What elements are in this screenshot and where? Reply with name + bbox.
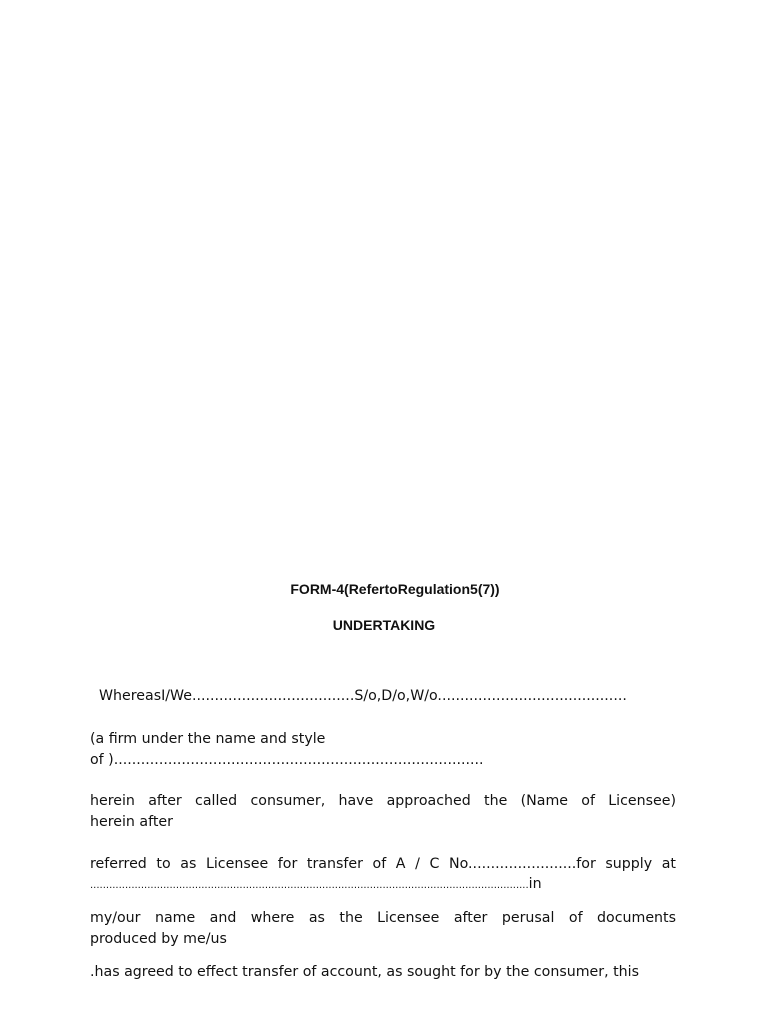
paragraph-firm-name: [90, 729, 676, 771]
agreed-line: .has agreed to effect transfer of account, as sought for by the consumer, this: [90, 964, 640, 980]
paragraph-agreed: [90, 962, 676, 983]
paragraph-transfer: [90, 854, 676, 895]
paragraph-whereas: [99, 686, 685, 707]
form-title: FORM-4(RefertoRegulation5(7)): [290, 581, 500, 597]
transfer-line-1: referred to as Licensee for transfer of A / C No........................for supply at: [90, 856, 676, 872]
whereas-line: WhereasI/We....................................S/o,D/o,W/o..........................................: [99, 688, 627, 704]
paragraph-consumer: [90, 791, 676, 833]
undertaking-title: UNDERTAKING: [332, 617, 436, 633]
consumer-line-2: herein after: [90, 814, 173, 830]
transfer-line-2: [90, 875, 676, 895]
transfer-dots: ..........................................................................................................................................: [90, 880, 529, 891]
paragraph-licensee: [90, 908, 676, 950]
consumer-line-1: herein after called consumer, have approached the (Name of Licensee): [90, 793, 676, 809]
licensee-line-1: my/our name and where as the Licensee after perusal of documents: [90, 910, 676, 926]
firm-name-line-2: of )..................................................................................: [90, 752, 484, 768]
firm-name-line-1: (a firm under the name and style: [90, 731, 326, 747]
licensee-line-2: produced by me/us: [90, 931, 227, 947]
transfer-in-word: in: [528, 876, 542, 892]
